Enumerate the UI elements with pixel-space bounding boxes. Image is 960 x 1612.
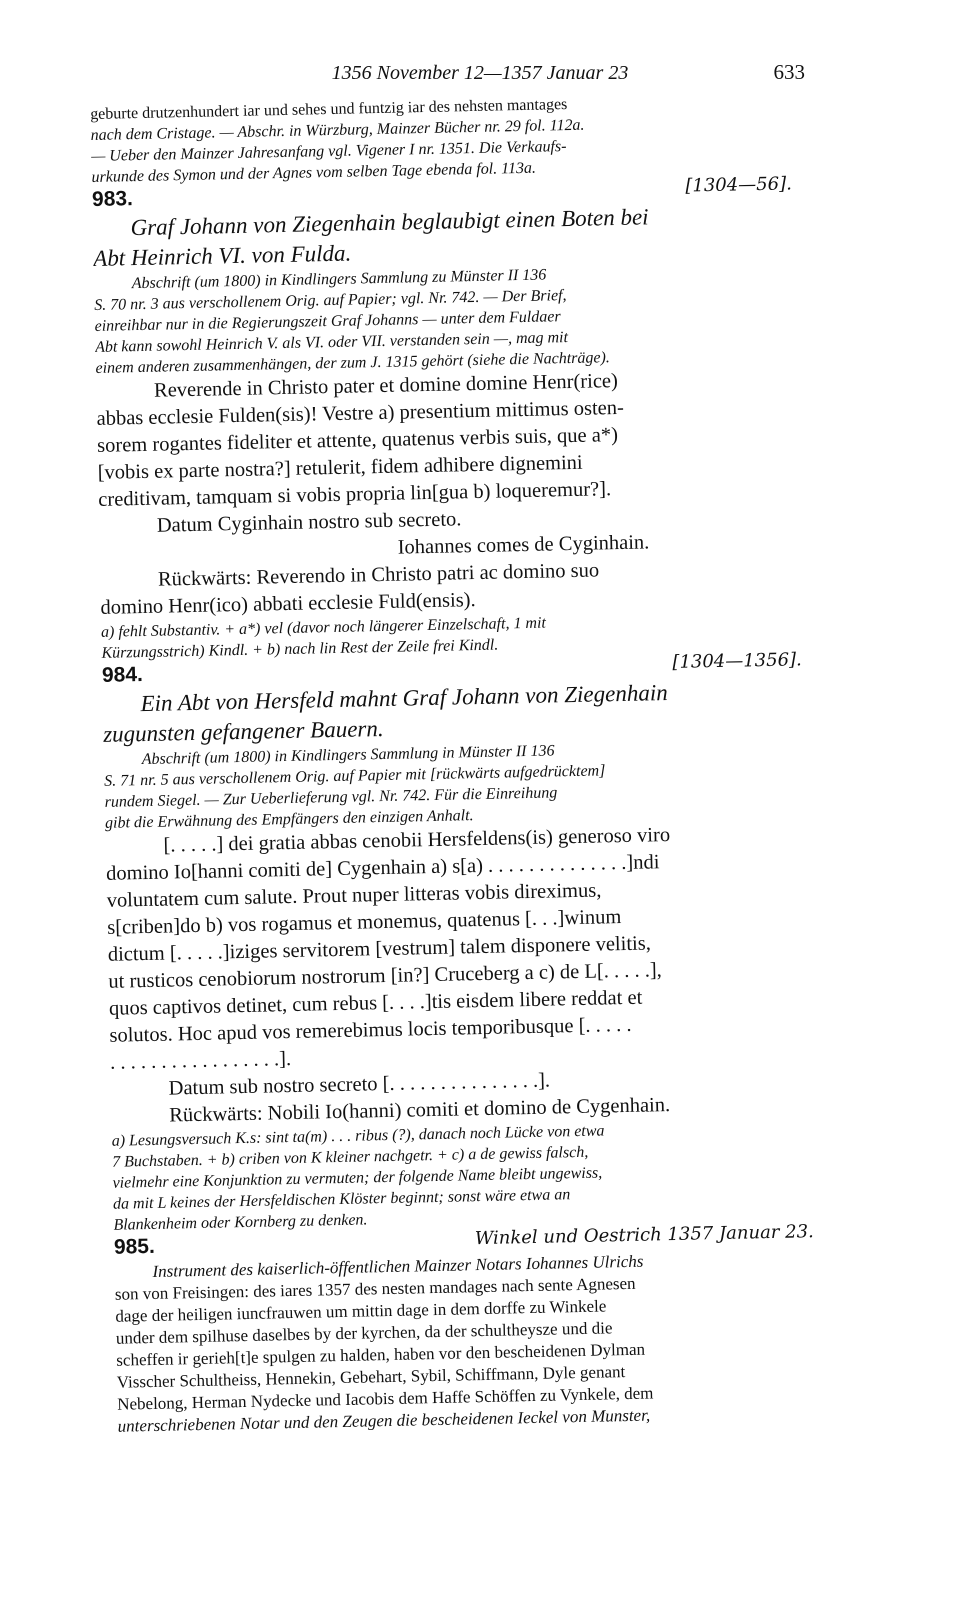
doc-983-footnote: Kürzungsstrich) Kindl. + b) nach lin Rest der Zeile frei Kindl. [101, 636, 499, 662]
doc-983-note: Abschrift (um 1800) in Kindlingers Sammlung zu Münster II 136 [131, 266, 547, 293]
page-body [90, 89, 818, 1437]
doc-983-datum: Datum Cyginhain nostro sub secreto. [156, 508, 462, 537]
doc-984-note: rundem Siegel. — Zur Ueberlieferung vgl. Nr. 742. Für die Einreihung [104, 784, 558, 811]
doc-983-title: Abt Heinrich VI. von Fulda. [92, 240, 352, 271]
doc-983-date: [1304—56]. [685, 173, 793, 197]
doc-984-text: . . . . . . . . . . . . . . . . .]. [109, 1047, 292, 1074]
doc-984-text: ut rusticos cenobiorum nostrorum [in?] Cruceberg a c) de L[. . . . .], [108, 959, 663, 993]
doc-984-title: Ein Abt von Hersfeld mahnt Graf Johann von Ziegenhain [140, 680, 668, 717]
doc-984-text: quos captivos detinet, cum rebus [. . . .]tis eisdem libere reddat et [108, 986, 643, 1020]
doc-983-signature: Iohannes comes de Cyginhain. [397, 531, 650, 559]
doc-985-place-date: Winkel und Oestrich 1357 Januar 23. [474, 1221, 814, 1250]
doc-983-title: Graf Johann von Ziegenhain beglaubigt einen Boten bei [130, 204, 649, 241]
doc-985-text: Nebelong, Herman Nydecke und Iacobis dem Haffe Schöffen zu Vynkele, dem [117, 1383, 654, 1414]
doc-983-note: Abt kann sowohl Heinrich V. als VI. oder VII. verstanden sein —, mag mit [94, 329, 569, 356]
doc-983-note: einreihbar nur in die Regierungszeit Graf Johanns — unter dem Fuldaer [94, 308, 561, 335]
doc-984-footnote: da mit L keines der Hersfeldischen Klöster beginnt; sonst wäre etwa an [112, 1186, 571, 1213]
doc-984-text: voluntatem cum salute. Prout nuper litteras vobis direximus, [106, 879, 602, 912]
doc-984-number: 984. [101, 663, 144, 687]
doc-983-footnote: a) fehlt Substantiv. + a*) vel (davor noch längerer Einzelschaft, 1 mit [100, 614, 547, 641]
doc-984-footnote: a) Lesungsversuch K.s: sint ta(m) . . . ribus (?), danach noch Lücke von etwa [111, 1122, 605, 1150]
doc-984-datum: Datum sub nostro secreto [. . . . . . . . . . . . . . .]. [168, 1069, 551, 1100]
doc-984-title: zugunsten gefangener Bauern. [102, 715, 384, 747]
doc-983-reverse: Rückwärts: Reverendo in Christo patri ac domino suo [157, 559, 600, 591]
doc-985-text: dage der heiligen iuncfrauwen um mittin dage in dem dorffe zu Winkele [115, 1296, 607, 1326]
doc-984-footnote: vielmehr eine Konjunktion zu vermuten; der folgende Name bleibt ungewiss, [112, 1164, 603, 1192]
doc-984-text: s[criben]do b) vos rogamus et monemus, quatenus [. . .]winum [107, 906, 622, 939]
doc-985-text: under dem spilhuse daselbes by der kyrchen, da der schultheysze und die [115, 1318, 613, 1348]
intro-line: nach dem Cristage. — Abschr. in Würzburg, Mainzer Bücher nr. 29 fol. 112a. [90, 116, 585, 144]
doc-985-text: scheffen ir gerieh[t]e spulgen zu halden, haben vor den bescheidenen Dylman [116, 1339, 646, 1370]
doc-984-reverse: Rückwärts: Nobili Io(hanni) comiti et domino de Cygenhain. [168, 1094, 671, 1127]
doc-983-text: [vobis ex parte nostra?] retulerit, fidem adhibere dignemini [97, 451, 583, 484]
doc-984-text: dictum [. . . . .]iziges servitorem [vestrum] talem disponere velitis, [107, 932, 652, 966]
doc-983-reverse: domino Henr(ico) abbati ecclesie Fuld(ensis). [100, 589, 476, 619]
doc-985-text: Instrument des kaiserlich-öffentlichen Mainzer Notars Iohannes Ulrichs [152, 1251, 644, 1281]
doc-983-text: abbas ecclesie Fulden(sis)! Vestre a) presentium mittimus osten- [96, 396, 625, 430]
doc-984-text: solutos. Hoc apud vos remerebimus locis temporibusque [. . . . . [109, 1013, 632, 1047]
doc-984-note: Abschrift (um 1800) in Kindlingers Sammlung in Münster II 136 [141, 742, 555, 769]
doc-983-number: 983. [91, 187, 134, 211]
doc-985-text: unterschriebenen Notar und den Zeugen die bescheidenen Ieckel von Munster, [117, 1405, 651, 1436]
intro-line: urkunde des Symon und der Agnes vom selben Tage ebenda fol. 113a. [91, 159, 537, 186]
doc-984-note: gibt die Erwähnung des Empfängers den einzigen Anhalt. [104, 807, 474, 832]
intro-line: — Ueber den Mainzer Jahresanfang vgl. Vigener I nr. 1351. Die Verkaufs- [90, 138, 567, 165]
doc-983-text: sorem rogantes fideliter et attente, quatenus verbis suis, que a*) [96, 424, 619, 457]
doc-984-text: [. . . . .] dei gratia abbas cenobii Hersfeldens(is) generoso viro [163, 824, 671, 857]
page-number: 633 [773, 60, 805, 84]
doc-984-date: [1304—1356]. [672, 649, 803, 673]
doc-985-text: son von Freisingen: des iares 1357 des nesten mandages nach sente Agnesen [114, 1273, 636, 1304]
doc-983-text: creditivam, tamquam si vobis propria lin[gua b) loqueremur?]. [98, 478, 612, 511]
doc-985-text: Visscher Schultheiss, Hennekin, Gebehart, Sybil, Schiffmann, Dyle genant [116, 1362, 626, 1392]
running-header-title: 1356 November 12—1357 Januar 23 [331, 62, 629, 84]
intro-line: geburte drutzenhundert iar und sehes und funtzig iar des nehsten mantages [90, 96, 568, 123]
doc-984-footnote: Blankenheim oder Kornberg zu denken. [113, 1211, 368, 1234]
doc-983-note: einem anderen zusammenhängen, der zum J. 1315 gehört (siehe die Nachträge). [95, 349, 611, 377]
doc-984-text: domino Io[hanni comiti de] Cygenhain a) s[a) . . . . . . . . . . . . . .]ndi [105, 851, 660, 885]
doc-985-number: 985. [113, 1234, 156, 1259]
doc-984-note: S. 71 nr. 5 aus verschollenem Orig. auf Papier mit [rückwärts aufgedrücktem] [104, 762, 606, 790]
doc-983-text: Reverende in Christo pater et domine domine Henr(rice) [153, 370, 619, 402]
doc-984-footnote: 7 Buchstaben. + b) criben von K kleiner nachgetr. + c) a de gewiss falsch, [111, 1143, 589, 1171]
doc-983-note: S. 70 nr. 3 aus verschollenem Orig. auf Papier; vgl. Nr. 742. — Der Brief, [94, 287, 567, 314]
